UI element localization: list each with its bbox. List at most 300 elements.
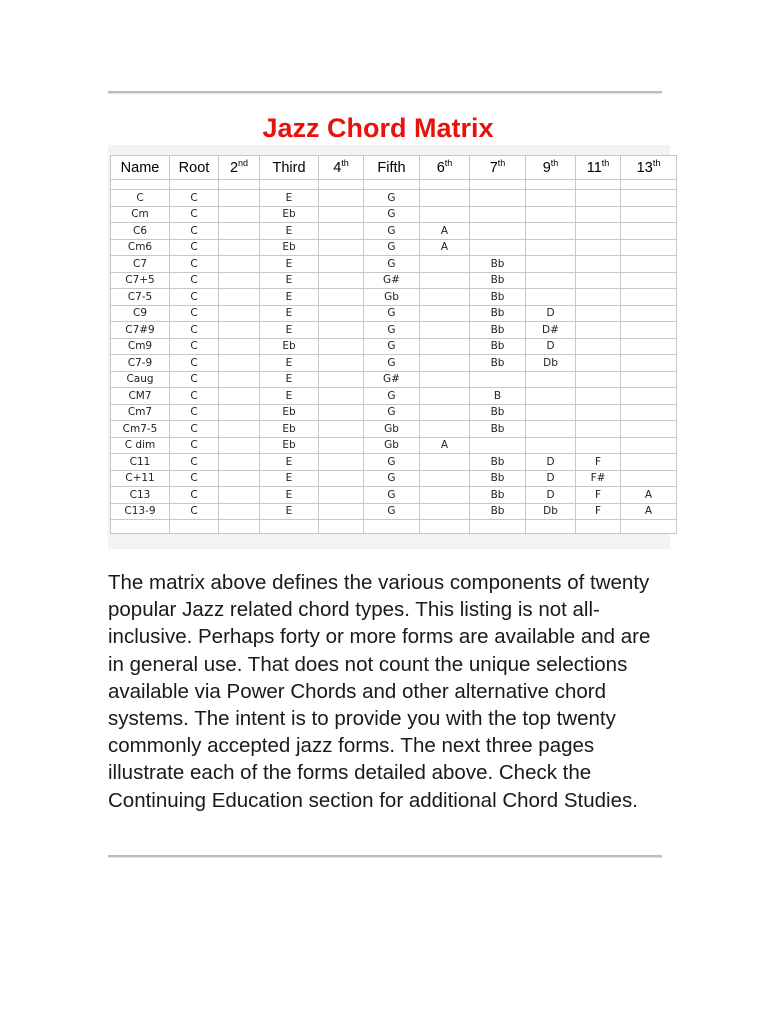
table-cell — [420, 421, 470, 438]
table-cell — [576, 404, 621, 421]
table-cell: Eb — [260, 421, 319, 438]
column-header — [470, 156, 526, 180]
table-cell — [526, 190, 576, 207]
table-cell: C — [170, 355, 219, 372]
table-cell: C — [170, 272, 219, 289]
table-cell — [420, 503, 470, 520]
chord-name-cell: C+11 — [111, 470, 170, 487]
table-cell: Bb — [470, 305, 526, 322]
empty-cell — [319, 180, 364, 190]
empty-cell — [111, 180, 170, 190]
table-cell: F — [576, 503, 621, 520]
table-header-row — [111, 156, 677, 180]
column-header-label: 7 — [489, 159, 498, 176]
table-cell: Eb — [260, 239, 319, 256]
column-header-label: Name — [120, 159, 160, 176]
table-cell — [420, 454, 470, 471]
table-cell: Bb — [470, 404, 526, 421]
table-cell: G — [364, 470, 420, 487]
table-cell — [576, 338, 621, 355]
table-cell — [576, 371, 621, 388]
empty-cell — [364, 520, 420, 534]
table-cell: C — [170, 454, 219, 471]
table-cell: G — [364, 256, 420, 273]
table-cell: G — [364, 190, 420, 207]
table-cell — [621, 223, 677, 240]
table-row — [111, 305, 677, 322]
chord-name-cell: C dim — [111, 437, 170, 454]
table-cell — [319, 437, 364, 454]
table-cell: A — [621, 503, 677, 520]
column-header — [364, 156, 420, 180]
table-cell — [420, 272, 470, 289]
table-cell: Gb — [364, 289, 420, 306]
column-header — [621, 156, 677, 180]
table-cell — [319, 223, 364, 240]
table-cell — [219, 388, 260, 405]
table-cell: C — [170, 256, 219, 273]
table-cell — [621, 470, 677, 487]
table-cell: Gb — [364, 437, 420, 454]
table-cell — [576, 272, 621, 289]
table-cell: Bb — [470, 272, 526, 289]
table-cell: Bb — [470, 421, 526, 438]
table-cell: Bb — [470, 355, 526, 372]
table-cell: G — [364, 388, 420, 405]
table-cell — [319, 470, 364, 487]
column-header-label: 6 — [436, 159, 445, 176]
table-cell: C — [170, 239, 219, 256]
table-cell: G — [364, 487, 420, 504]
chord-name-cell: C13 — [111, 487, 170, 504]
empty-cell — [319, 520, 364, 534]
spacer-row — [111, 180, 677, 190]
table-cell — [420, 404, 470, 421]
empty-cell — [170, 520, 219, 534]
table-cell — [621, 272, 677, 289]
table-cell: E — [260, 272, 319, 289]
table-cell: C — [170, 503, 219, 520]
table-cell — [219, 503, 260, 520]
table-cell — [526, 223, 576, 240]
table-cell: C — [170, 487, 219, 504]
table-row — [111, 272, 677, 289]
table-cell — [576, 289, 621, 306]
table-cell — [319, 305, 364, 322]
column-header — [111, 156, 170, 180]
table-row — [111, 322, 677, 339]
table-cell — [621, 388, 677, 405]
table-cell — [319, 338, 364, 355]
table-cell: C — [170, 470, 219, 487]
table-cell: G — [364, 454, 420, 471]
table-cell: E — [260, 487, 319, 504]
table-cell — [576, 190, 621, 207]
table-cell — [319, 355, 364, 372]
table-cell: A — [420, 437, 470, 454]
table-cell: E — [260, 355, 319, 372]
empty-cell — [526, 180, 576, 190]
table-row — [111, 338, 677, 355]
table-cell: C — [170, 289, 219, 306]
table-cell: G — [364, 503, 420, 520]
table-cell: G — [364, 239, 420, 256]
table-cell: E — [260, 454, 319, 471]
table-cell — [420, 371, 470, 388]
chord-name-cell: C11 — [111, 454, 170, 471]
table-cell — [470, 371, 526, 388]
top-divider — [108, 91, 662, 94]
table-cell — [219, 322, 260, 339]
chord-name-cell: Caug — [111, 371, 170, 388]
chord-name-cell: Cm7 — [111, 404, 170, 421]
table-cell — [219, 371, 260, 388]
table-cell — [219, 487, 260, 504]
table-cell: G — [364, 404, 420, 421]
table-row — [111, 190, 677, 207]
table-row — [111, 388, 677, 405]
empty-cell — [364, 180, 420, 190]
table-cell: E — [260, 322, 319, 339]
table-cell: Bb — [470, 338, 526, 355]
table-row — [111, 421, 677, 438]
table-cell — [319, 371, 364, 388]
column-header-suffix: th — [341, 157, 349, 168]
table-cell — [576, 355, 621, 372]
table-cell: C — [170, 338, 219, 355]
table-cell: D — [526, 454, 576, 471]
table-cell: Bb — [470, 322, 526, 339]
table-cell: Bb — [470, 487, 526, 504]
table-cell — [576, 256, 621, 273]
table-cell — [526, 404, 576, 421]
table-cell: C — [170, 206, 219, 223]
table-cell — [219, 190, 260, 207]
empty-cell — [420, 520, 470, 534]
table-cell — [621, 454, 677, 471]
chord-name-cell: C9 — [111, 305, 170, 322]
table-cell: E — [260, 289, 319, 306]
table-cell: C — [170, 437, 219, 454]
column-header-label: 4 — [333, 159, 342, 176]
table-cell: C — [170, 388, 219, 405]
table-cell — [526, 421, 576, 438]
table-cell: Bb — [470, 289, 526, 306]
table-cell — [576, 239, 621, 256]
chord-matrix — [108, 145, 670, 549]
empty-cell — [621, 520, 677, 534]
table-cell: F — [576, 487, 621, 504]
column-header — [170, 156, 219, 180]
table-cell — [219, 404, 260, 421]
table-row — [111, 256, 677, 273]
chord-name-cell: C7 — [111, 256, 170, 273]
table-cell: A — [621, 487, 677, 504]
table-cell: E — [260, 371, 319, 388]
table-cell: E — [260, 256, 319, 273]
empty-cell — [470, 180, 526, 190]
chord-table — [110, 155, 677, 534]
table-cell — [621, 355, 677, 372]
table-cell: G — [364, 338, 420, 355]
table-cell: C — [170, 190, 219, 207]
table-cell — [219, 305, 260, 322]
description-paragraph: The matrix above defines the various components of twenty popular Jazz related chord types. This listing is not all-inclusive. Perhaps forty or more forms are available and are in general use. That does not count the unique selections available via Power Chords and other alternative chord systems. The intent is to provide you with the top twenty commonly accepted jazz forms. The next three pages illustrate each of the forms detailed above. Check the Continuing Education section for additional Chord Studies. — [108, 571, 651, 812]
table-cell — [621, 371, 677, 388]
table-cell — [319, 487, 364, 504]
empty-cell — [420, 180, 470, 190]
table-cell: Db — [526, 355, 576, 372]
table-cell — [319, 322, 364, 339]
table-cell — [219, 338, 260, 355]
table-cell: Bb — [470, 454, 526, 471]
table-cell — [319, 421, 364, 438]
table-cell — [470, 437, 526, 454]
table-cell — [576, 322, 621, 339]
chord-name-cell: C7-5 — [111, 289, 170, 306]
column-header — [576, 156, 621, 180]
empty-cell — [470, 520, 526, 534]
table-row — [111, 503, 677, 520]
table-cell: D — [526, 487, 576, 504]
table-row — [111, 371, 677, 388]
column-header-label: 13 — [636, 159, 653, 176]
chord-name-cell: C7+5 — [111, 272, 170, 289]
table-cell — [420, 206, 470, 223]
table-cell: D — [526, 338, 576, 355]
table-cell — [576, 421, 621, 438]
table-cell — [420, 355, 470, 372]
table-cell — [420, 388, 470, 405]
table-cell — [420, 487, 470, 504]
column-header — [420, 156, 470, 180]
table-cell: E — [260, 305, 319, 322]
table-cell: Bb — [470, 470, 526, 487]
table-row — [111, 289, 677, 306]
table-cell — [576, 437, 621, 454]
table-row — [111, 454, 677, 471]
table-cell — [621, 338, 677, 355]
table-cell — [219, 272, 260, 289]
table-cell: G — [364, 322, 420, 339]
empty-cell — [260, 180, 319, 190]
table-cell: E — [260, 503, 319, 520]
table-cell — [219, 437, 260, 454]
table-cell — [526, 256, 576, 273]
table-body — [111, 180, 677, 534]
column-header-suffix: nd — [238, 157, 249, 168]
column-header-label: Root — [178, 159, 210, 176]
table-cell — [526, 272, 576, 289]
table-cell: Eb — [260, 437, 319, 454]
table-cell — [319, 388, 364, 405]
chord-name-cell: Cm6 — [111, 239, 170, 256]
table-cell: Bb — [470, 503, 526, 520]
chord-name-cell: Cm — [111, 206, 170, 223]
table-cell — [576, 305, 621, 322]
chord-name-cell: Cm9 — [111, 338, 170, 355]
table-cell — [219, 454, 260, 471]
column-header-suffix: th — [652, 157, 661, 168]
table-cell — [420, 305, 470, 322]
table-cell: C — [170, 223, 219, 240]
chord-name-cell: C6 — [111, 223, 170, 240]
chord-name-cell: CM7 — [111, 388, 170, 405]
chord-name-cell: Cm7-5 — [111, 421, 170, 438]
empty-cell — [260, 520, 319, 534]
table-cell — [319, 503, 364, 520]
table-cell: Db — [526, 503, 576, 520]
table-cell: D — [526, 305, 576, 322]
table-cell — [621, 289, 677, 306]
table-cell: D — [526, 470, 576, 487]
table-row — [111, 487, 677, 504]
table-cell — [219, 256, 260, 273]
column-header — [260, 156, 319, 180]
table-cell — [621, 190, 677, 207]
table-cell — [576, 223, 621, 240]
table-cell: A — [420, 223, 470, 240]
table-cell — [219, 355, 260, 372]
table-cell — [621, 404, 677, 421]
table-cell: G — [364, 355, 420, 372]
table-cell: B — [470, 388, 526, 405]
table-cell — [470, 190, 526, 207]
table-cell: F# — [576, 470, 621, 487]
table-cell — [470, 239, 526, 256]
column-header-label: 9 — [542, 159, 551, 176]
table-cell — [526, 239, 576, 256]
table-cell — [420, 470, 470, 487]
table-cell — [526, 289, 576, 306]
table-cell — [319, 272, 364, 289]
column-header — [219, 156, 260, 180]
table-cell — [219, 239, 260, 256]
empty-cell — [621, 180, 677, 190]
table-cell — [470, 223, 526, 240]
empty-cell — [111, 520, 170, 534]
table-cell — [219, 223, 260, 240]
table-cell — [621, 421, 677, 438]
table-cell — [319, 190, 364, 207]
table-cell — [219, 206, 260, 223]
table-cell: Eb — [260, 404, 319, 421]
chord-name-cell: C13-9 — [111, 503, 170, 520]
column-header-label: 2 — [229, 159, 239, 176]
table-cell: G — [364, 206, 420, 223]
table-cell: C — [170, 371, 219, 388]
table-cell: Eb — [260, 338, 319, 355]
table-cell — [219, 421, 260, 438]
table-cell: C — [170, 404, 219, 421]
table-cell — [319, 404, 364, 421]
table-cell: E — [260, 223, 319, 240]
column-header-label: Third — [272, 159, 306, 176]
table-cell: F — [576, 454, 621, 471]
table-cell: A — [420, 239, 470, 256]
table-cell: G — [364, 305, 420, 322]
table-cell — [219, 470, 260, 487]
empty-cell — [219, 180, 260, 190]
table-cell — [420, 256, 470, 273]
table-row — [111, 470, 677, 487]
empty-cell — [576, 520, 621, 534]
table-cell: C — [170, 305, 219, 322]
table-cell — [219, 289, 260, 306]
table-cell: G — [364, 223, 420, 240]
table-cell — [319, 206, 364, 223]
column-header-suffix: th — [444, 157, 453, 168]
column-header-suffix: th — [601, 157, 610, 168]
table-cell — [526, 371, 576, 388]
empty-cell — [526, 520, 576, 534]
column-header-suffix: th — [497, 157, 506, 168]
column-header — [319, 156, 364, 180]
table-cell — [621, 437, 677, 454]
table-cell: Bb — [470, 256, 526, 273]
chord-name-cell: C7#9 — [111, 322, 170, 339]
column-header-suffix: th — [550, 157, 559, 168]
table-cell — [576, 388, 621, 405]
table-cell — [420, 322, 470, 339]
empty-cell — [219, 520, 260, 534]
table-cell — [621, 322, 677, 339]
table-cell: E — [260, 190, 319, 207]
page-title: Jazz Chord Matrix — [262, 113, 494, 143]
table-cell — [420, 338, 470, 355]
table-cell — [470, 206, 526, 223]
table-cell — [420, 190, 470, 207]
table-cell — [621, 239, 677, 256]
table-cell: G# — [364, 272, 420, 289]
empty-cell — [576, 180, 621, 190]
table-cell — [576, 206, 621, 223]
table-cell: C — [170, 322, 219, 339]
table-cell — [526, 388, 576, 405]
column-header-label: Fifth — [377, 159, 406, 176]
table-row — [111, 239, 677, 256]
table-cell: D# — [526, 322, 576, 339]
table-cell — [319, 289, 364, 306]
chord-name-cell: C — [111, 190, 170, 207]
table-cell — [319, 454, 364, 471]
table-cell: E — [260, 470, 319, 487]
table-cell: Gb — [364, 421, 420, 438]
table-cell — [621, 206, 677, 223]
column-header-label: 11 — [586, 159, 602, 176]
table-cell — [621, 256, 677, 273]
table-row — [111, 206, 677, 223]
bottom-divider — [108, 855, 662, 858]
table-row — [111, 437, 677, 454]
table-row — [111, 223, 677, 240]
table-cell — [621, 305, 677, 322]
table-row — [111, 404, 677, 421]
table-cell — [319, 256, 364, 273]
table-cell: C — [170, 421, 219, 438]
chord-name-cell: C7-9 — [111, 355, 170, 372]
table-cell — [420, 289, 470, 306]
blank-row — [111, 520, 677, 534]
table-cell — [526, 206, 576, 223]
table-cell — [526, 437, 576, 454]
table-cell: E — [260, 388, 319, 405]
table-row — [111, 355, 677, 372]
table-cell: G# — [364, 371, 420, 388]
empty-cell — [170, 180, 219, 190]
table-cell — [319, 239, 364, 256]
table-cell: Eb — [260, 206, 319, 223]
